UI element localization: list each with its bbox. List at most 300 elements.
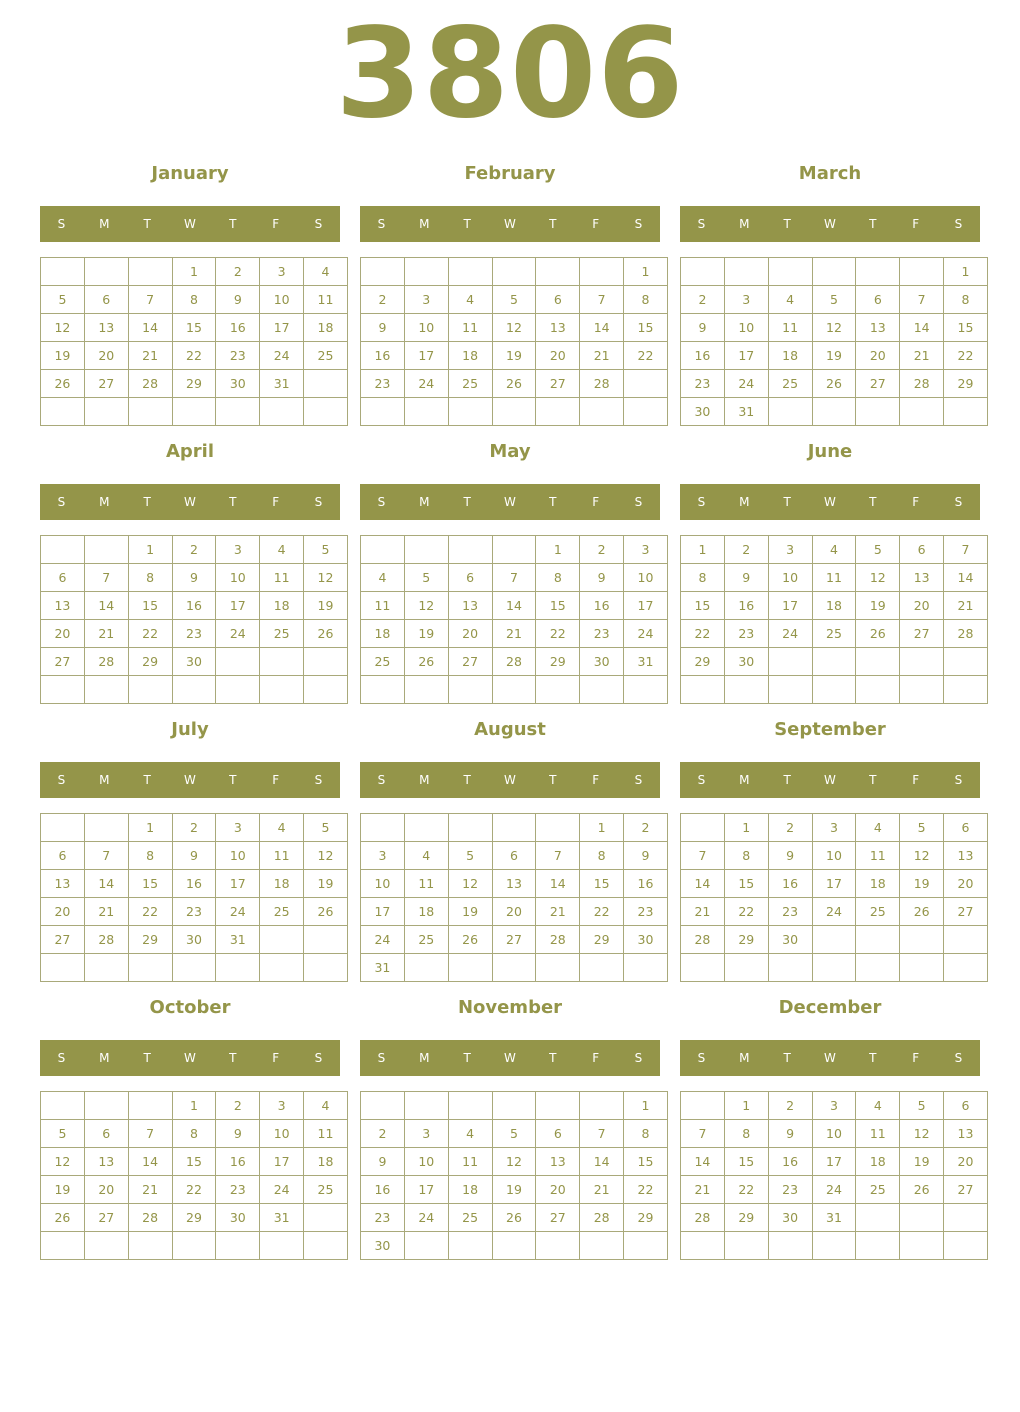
weekday-label: S (314, 773, 323, 787)
day-cell: 28 (84, 926, 128, 954)
day-cell: 11 (448, 1148, 492, 1176)
week-row (361, 286, 668, 314)
day-cell: 3 (260, 1092, 304, 1120)
weekday-label: T (229, 495, 237, 509)
empty-day-cell (580, 1092, 624, 1120)
week-row (361, 620, 668, 648)
weekday-label: M (99, 495, 110, 509)
week-row (681, 676, 988, 704)
day-cell: 8 (624, 1120, 668, 1148)
weekday-label: F (272, 217, 280, 231)
weekday-label: T (143, 1051, 151, 1065)
day-cell: 29 (172, 1204, 216, 1232)
empty-day-cell (41, 398, 85, 426)
month-title: February (464, 163, 556, 184)
weekday-label: T (783, 217, 791, 231)
empty-day-cell (492, 814, 536, 842)
empty-day-cell (128, 258, 172, 286)
week-row (41, 398, 348, 426)
weekday-label: F (272, 495, 280, 509)
day-cell: 23 (681, 370, 725, 398)
week-row (41, 1176, 348, 1204)
day-cell: 7 (536, 842, 580, 870)
day-cell: 11 (856, 842, 900, 870)
empty-day-cell (681, 814, 725, 842)
day-cell: 15 (580, 870, 624, 898)
day-cell: 18 (856, 870, 900, 898)
month-title: March (798, 163, 862, 184)
day-cell: 18 (448, 1176, 492, 1204)
day-cell: 16 (361, 342, 405, 370)
day-cell: 15 (536, 592, 580, 620)
weekday-label: S (954, 495, 963, 509)
empty-day-cell (128, 1232, 172, 1260)
weekday-label: T (549, 773, 557, 787)
empty-day-cell (361, 814, 405, 842)
empty-day-cell (404, 536, 448, 564)
weekday-label: W (504, 773, 516, 787)
day-cell: 20 (944, 1148, 988, 1176)
empty-day-cell (84, 1232, 128, 1260)
day-cell: 28 (128, 370, 172, 398)
weekday-label: S (697, 217, 706, 231)
empty-day-cell (404, 1232, 448, 1260)
day-cell: 20 (41, 620, 85, 648)
weekday-label: W (184, 1051, 196, 1065)
empty-day-cell (448, 1232, 492, 1260)
week-row (681, 564, 988, 592)
weekday-label: W (184, 773, 196, 787)
empty-day-cell (724, 1232, 768, 1260)
day-cell: 31 (361, 954, 405, 982)
day-cell: 17 (216, 592, 260, 620)
day-grid (680, 813, 988, 982)
empty-day-cell (724, 954, 768, 982)
day-grid (680, 257, 988, 426)
day-cell: 13 (84, 314, 128, 342)
day-cell: 27 (41, 648, 85, 676)
weekday-label: S (697, 1051, 706, 1065)
day-grid (680, 535, 988, 704)
day-cell: 16 (681, 342, 725, 370)
weekday-header (680, 484, 980, 520)
day-cell: 29 (944, 370, 988, 398)
week-row (361, 926, 668, 954)
weekday-label: S (634, 495, 643, 509)
day-cell: 3 (404, 286, 448, 314)
empty-day-cell (361, 398, 405, 426)
day-cell: 14 (536, 870, 580, 898)
day-cell: 12 (856, 564, 900, 592)
empty-day-cell (624, 676, 668, 704)
weekday-label: T (143, 217, 151, 231)
empty-day-cell (681, 1232, 725, 1260)
day-cell: 30 (361, 1232, 405, 1260)
empty-day-cell (41, 536, 85, 564)
day-cell: 8 (724, 842, 768, 870)
empty-day-cell (856, 1232, 900, 1260)
day-cell: 2 (216, 258, 260, 286)
day-cell: 3 (724, 286, 768, 314)
day-cell: 22 (681, 620, 725, 648)
day-cell: 23 (172, 620, 216, 648)
day-cell: 4 (856, 1092, 900, 1120)
day-cell: 26 (404, 648, 448, 676)
day-cell: 24 (216, 898, 260, 926)
day-cell: 2 (768, 814, 812, 842)
day-cell: 29 (724, 1204, 768, 1232)
month-title: May (489, 441, 531, 462)
day-cell: 22 (128, 620, 172, 648)
day-cell: 29 (681, 648, 725, 676)
day-cell: 13 (536, 1148, 580, 1176)
day-cell: 10 (724, 314, 768, 342)
empty-day-cell (84, 676, 128, 704)
day-cell: 24 (768, 620, 812, 648)
day-cell: 27 (492, 926, 536, 954)
month-october (40, 993, 340, 1263)
week-row (681, 814, 988, 842)
day-cell: 18 (404, 898, 448, 926)
day-cell: 14 (128, 314, 172, 342)
weekday-label: T (463, 773, 471, 787)
day-cell: 8 (172, 286, 216, 314)
week-row (681, 648, 988, 676)
day-cell: 8 (944, 286, 988, 314)
weekday-label: T (783, 1051, 791, 1065)
day-grid (360, 1091, 668, 1260)
day-cell: 15 (724, 1148, 768, 1176)
day-cell: 4 (448, 286, 492, 314)
day-cell: 3 (624, 536, 668, 564)
day-cell: 1 (624, 1092, 668, 1120)
empty-day-cell (724, 676, 768, 704)
empty-day-cell (84, 398, 128, 426)
day-cell: 23 (172, 898, 216, 926)
day-cell: 9 (724, 564, 768, 592)
day-cell: 7 (681, 842, 725, 870)
month-title: April (165, 441, 215, 462)
day-cell: 1 (172, 258, 216, 286)
weekday-label: S (634, 1051, 643, 1065)
empty-day-cell (536, 1232, 580, 1260)
day-cell: 25 (304, 342, 348, 370)
empty-day-cell (768, 648, 812, 676)
week-row (41, 1092, 348, 1120)
day-cell: 26 (492, 370, 536, 398)
empty-day-cell (944, 1232, 988, 1260)
empty-day-cell (900, 398, 944, 426)
day-cell: 30 (172, 648, 216, 676)
day-cell: 11 (768, 314, 812, 342)
week-row (41, 592, 348, 620)
day-cell: 6 (492, 842, 536, 870)
day-cell: 31 (260, 370, 304, 398)
day-cell: 5 (812, 286, 856, 314)
day-cell: 26 (304, 898, 348, 926)
day-cell: 5 (856, 536, 900, 564)
day-cell: 13 (900, 564, 944, 592)
empty-day-cell (216, 676, 260, 704)
week-row (681, 370, 988, 398)
day-cell: 3 (768, 536, 812, 564)
weekday-header (680, 1040, 980, 1076)
day-cell: 16 (216, 314, 260, 342)
day-cell: 12 (404, 592, 448, 620)
day-cell: 1 (536, 536, 580, 564)
day-cell: 6 (84, 1120, 128, 1148)
weekday-label: M (99, 1051, 110, 1065)
day-cell: 7 (84, 842, 128, 870)
day-cell: 2 (724, 536, 768, 564)
empty-day-cell (304, 926, 348, 954)
day-cell: 23 (724, 620, 768, 648)
week-row (681, 870, 988, 898)
day-cell: 20 (84, 342, 128, 370)
day-cell: 29 (128, 648, 172, 676)
empty-day-cell (216, 1232, 260, 1260)
weekday-label: T (143, 495, 151, 509)
week-row (681, 898, 988, 926)
day-cell: 28 (681, 1204, 725, 1232)
empty-day-cell (492, 258, 536, 286)
day-cell: 5 (404, 564, 448, 592)
weekday-label: F (272, 773, 280, 787)
week-row (361, 1120, 668, 1148)
empty-day-cell (856, 258, 900, 286)
day-cell: 16 (216, 1148, 260, 1176)
empty-day-cell (41, 954, 85, 982)
empty-day-cell (84, 258, 128, 286)
day-cell: 12 (304, 842, 348, 870)
weekday-label: W (824, 1051, 836, 1065)
empty-day-cell (944, 398, 988, 426)
weekday-label: S (954, 773, 963, 787)
day-cell: 9 (361, 1148, 405, 1176)
week-row (681, 536, 988, 564)
week-row (361, 814, 668, 842)
weekday-label: T (549, 1051, 557, 1065)
weekday-label: M (419, 773, 430, 787)
day-cell: 7 (492, 564, 536, 592)
empty-day-cell (172, 954, 216, 982)
day-cell: 27 (84, 370, 128, 398)
week-row (681, 1120, 988, 1148)
day-cell: 12 (492, 314, 536, 342)
day-cell: 31 (724, 398, 768, 426)
day-cell: 26 (900, 898, 944, 926)
week-row (361, 954, 668, 982)
day-cell: 20 (536, 1176, 580, 1204)
weekday-label: W (824, 217, 836, 231)
day-cell: 9 (172, 842, 216, 870)
empty-day-cell (681, 1092, 725, 1120)
day-cell: 7 (681, 1120, 725, 1148)
week-row (361, 870, 668, 898)
week-row (41, 536, 348, 564)
week-row (41, 1148, 348, 1176)
day-cell: 5 (41, 286, 85, 314)
weekday-label: W (184, 217, 196, 231)
month-january (40, 159, 340, 429)
empty-day-cell (128, 1092, 172, 1120)
day-cell: 4 (448, 1120, 492, 1148)
day-cell: 28 (128, 1204, 172, 1232)
day-cell: 16 (361, 1176, 405, 1204)
day-cell: 13 (536, 314, 580, 342)
empty-day-cell (624, 954, 668, 982)
day-cell: 10 (216, 842, 260, 870)
weekday-label: T (463, 1051, 471, 1065)
day-cell: 9 (216, 1120, 260, 1148)
day-cell: 20 (41, 898, 85, 926)
day-cell: 19 (448, 898, 492, 926)
week-row (361, 314, 668, 342)
day-cell: 7 (84, 564, 128, 592)
day-cell: 21 (84, 620, 128, 648)
weekday-label: T (869, 495, 877, 509)
month-march (680, 159, 980, 429)
day-cell: 2 (624, 814, 668, 842)
day-cell: 30 (681, 398, 725, 426)
day-cell: 18 (304, 314, 348, 342)
empty-day-cell (624, 398, 668, 426)
weekday-label: W (504, 217, 516, 231)
day-cell: 28 (900, 370, 944, 398)
day-grid (40, 257, 348, 426)
day-cell: 21 (536, 898, 580, 926)
weekday-label: M (99, 217, 110, 231)
empty-day-cell (536, 814, 580, 842)
day-cell: 19 (404, 620, 448, 648)
day-cell: 5 (41, 1120, 85, 1148)
day-cell: 23 (768, 898, 812, 926)
empty-day-cell (260, 1232, 304, 1260)
empty-day-cell (812, 648, 856, 676)
day-cell: 8 (172, 1120, 216, 1148)
weekday-label: S (314, 495, 323, 509)
day-cell: 18 (260, 592, 304, 620)
day-cell: 12 (448, 870, 492, 898)
day-cell: 27 (900, 620, 944, 648)
day-cell: 29 (580, 926, 624, 954)
weekday-label: T (229, 217, 237, 231)
empty-day-cell (944, 954, 988, 982)
day-cell: 25 (856, 1176, 900, 1204)
empty-day-cell (580, 676, 624, 704)
day-cell: 26 (900, 1176, 944, 1204)
day-cell: 27 (536, 370, 580, 398)
weekday-header (360, 484, 660, 520)
empty-day-cell (304, 676, 348, 704)
day-cell: 17 (260, 1148, 304, 1176)
empty-day-cell (448, 258, 492, 286)
day-cell: 25 (812, 620, 856, 648)
empty-day-cell (260, 954, 304, 982)
empty-day-cell (856, 648, 900, 676)
day-cell: 19 (492, 1176, 536, 1204)
day-cell: 12 (900, 1120, 944, 1148)
day-cell: 18 (856, 1148, 900, 1176)
day-cell: 26 (41, 1204, 85, 1232)
month-september (680, 715, 980, 985)
weekday-label: F (912, 217, 920, 231)
day-cell: 20 (448, 620, 492, 648)
week-row (41, 564, 348, 592)
day-cell: 16 (580, 592, 624, 620)
empty-day-cell (812, 954, 856, 982)
empty-day-cell (361, 536, 405, 564)
empty-day-cell (944, 648, 988, 676)
day-cell: 16 (768, 870, 812, 898)
day-cell: 22 (724, 1176, 768, 1204)
week-row (41, 648, 348, 676)
weekday-label: S (697, 495, 706, 509)
empty-day-cell (41, 258, 85, 286)
day-cell: 19 (304, 870, 348, 898)
empty-day-cell (260, 676, 304, 704)
empty-day-cell (216, 398, 260, 426)
empty-day-cell (172, 398, 216, 426)
week-row (361, 1232, 668, 1260)
day-cell: 3 (260, 258, 304, 286)
day-cell: 1 (944, 258, 988, 286)
weekday-header (680, 762, 980, 798)
day-cell: 26 (856, 620, 900, 648)
day-cell: 10 (361, 870, 405, 898)
weekday-label: F (592, 1051, 600, 1065)
day-cell: 24 (260, 342, 304, 370)
weekday-label: T (463, 495, 471, 509)
empty-day-cell (404, 676, 448, 704)
weekday-label: W (824, 773, 836, 787)
day-cell: 15 (128, 592, 172, 620)
month-title: November (457, 997, 563, 1018)
day-cell: 19 (900, 870, 944, 898)
weekday-label: M (419, 217, 430, 231)
day-cell: 19 (492, 342, 536, 370)
day-cell: 19 (812, 342, 856, 370)
week-row (681, 1176, 988, 1204)
weekday-header (360, 206, 660, 242)
empty-day-cell (580, 1232, 624, 1260)
day-cell: 8 (128, 842, 172, 870)
day-cell: 10 (404, 314, 448, 342)
month-november (360, 993, 660, 1263)
weekday-header (40, 762, 340, 798)
day-cell: 27 (448, 648, 492, 676)
week-row (361, 1092, 668, 1120)
weekday-label: M (739, 773, 750, 787)
week-row (361, 342, 668, 370)
empty-day-cell (448, 676, 492, 704)
day-cell: 12 (812, 314, 856, 342)
weekday-label: W (824, 495, 836, 509)
empty-day-cell (944, 1204, 988, 1232)
day-cell: 18 (304, 1148, 348, 1176)
day-cell: 17 (361, 898, 405, 926)
day-cell: 23 (624, 898, 668, 926)
day-cell: 2 (681, 286, 725, 314)
week-row (681, 954, 988, 982)
day-cell: 29 (172, 370, 216, 398)
weekday-label: S (954, 217, 963, 231)
day-cell: 30 (624, 926, 668, 954)
day-cell: 27 (856, 370, 900, 398)
empty-day-cell (448, 1092, 492, 1120)
weekday-header (40, 484, 340, 520)
day-cell: 9 (361, 314, 405, 342)
